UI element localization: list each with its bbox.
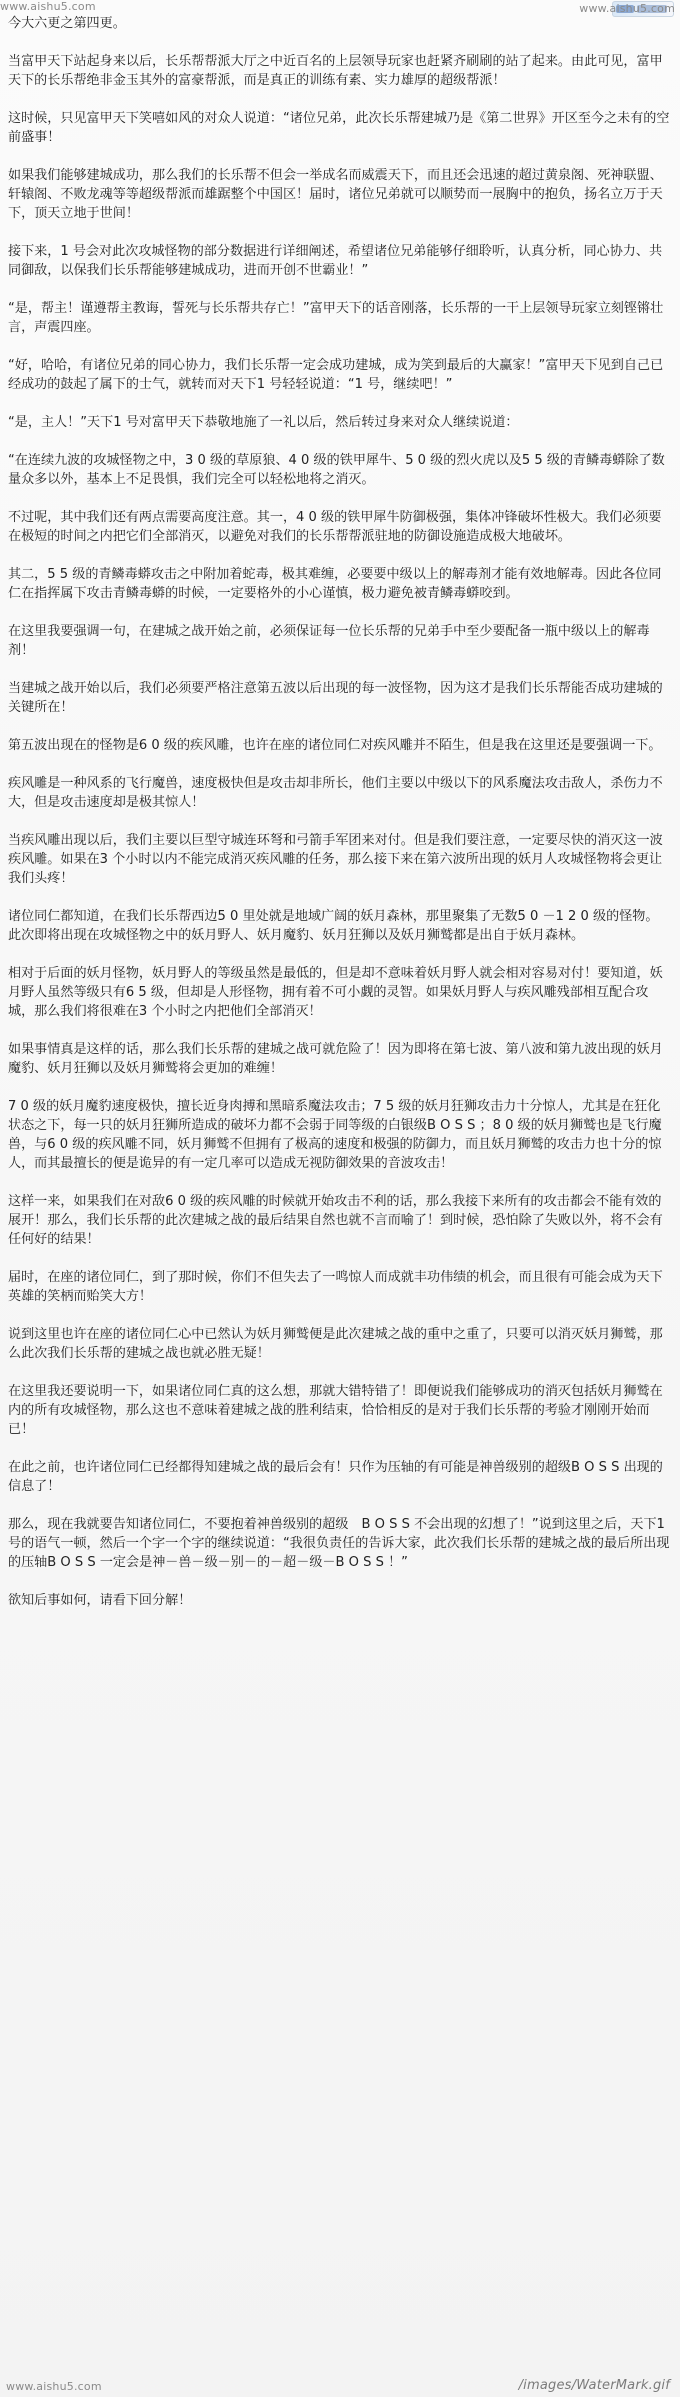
paragraph: 当建城之战开始以后，我们必须要严格注意第五波以后出现的每一波怪物，因为这才是我们长乐帮能否成功建城的关键所在！ — [8, 681, 663, 715]
paragraph: 在这里我要强调一句，在建城之战开始之前，必须保证每一位长乐帮的兄弟手中至少要配备一瓶中级以上的解毒剂！ — [8, 624, 650, 658]
paragraph: 说到这里也许在座的诸位同仁心中已然认为妖月狮鹫便是此次建城之战的重中之重了，只要可以消灭妖月狮鹫，那么此次我们长乐帮的建城之战也就必胜无疑！ — [8, 1327, 663, 1361]
paragraph: 相对于后面的妖月怪物，妖月野人的等级虽然是最低的，但是却不意味着妖月野人就会相对容易对付！要知道，妖月野人虽然等级只有6 5 级，但却是人形怪物，拥有着不可小觑的灵智。如果妖月野人与疾风雕残部相互配合攻城，那么我们将很难在3 个小时之内把他们全部消灭！ — [8, 966, 663, 1019]
paragraph: 在这里我还要说明一下，如果诸位同仁真的这么想，那就大错特错了！即便说我们能够成功的消灭包括妖月狮鹫在内的所有攻城怪物，那么这也不意味着建城之战的胜利结束，恰恰相反的是对于我们长乐帮的考验才刚刚开始而已！ — [8, 1384, 663, 1437]
paragraph: 第五波出现在的怪物是6 0 级的疾风雕，也许在座的诸位同仁对疾风雕并不陌生，但是我在这里还是要强调一下。 — [8, 738, 662, 753]
paragraph: 那么，现在我就要告知诸位同仁，不要抱着神兽级别的超级 B O S S 不会出现的幻想了！”说到这里之后，天下1 号的语气一顿，然后一个字一个字的继续说道：“我很负责任的告诉大家，此次我们长乐帮的建城之战的最后所出现的压轴B O S S 一定会是神－兽－级－别－的－超－级－B O S S ！” — [8, 1517, 670, 1570]
paragraph: 7 0 级的妖月魔豹速度极快，擅长近身肉搏和黑暗系魔法攻击；7 5 级的妖月狂狮攻击力十分惊人，尤其是在狂化状态之下，每一只的妖月狂狮所造成的破坏力都不会弱于同等级的白银级B O S S ；8 0 级的妖月狮鹫也是飞行魔兽，与6 0 级的疾风雕不同，妖月狮鹫不但拥有了极高的速度和极强的防御力，而且妖月狮鹫的攻击力也十分的惊人，而其最擅长的便是诡异的有一定几率可以造成无视防御效果的音波攻击！ — [8, 1099, 662, 1171]
paragraph: 如果事情真是这样的话，那么我们长乐帮的建城之战可就危险了！因为即将在第七波、第八波和第九波出现的妖月魔豹、妖月狂狮以及妖月狮鹫将会更加的难缠！ — [8, 1042, 663, 1076]
paragraph: 其二，5 5 级的青鳞毒蟒攻击之中附加着蛇毒，极其难缠，必要要中级以上的解毒剂才能有效地解毒。因此各位同仁在指挥属下攻击青鳞毒蟒的时候，一定要格外的小心谨慎，极力避免被青鳞毒蟒咬到。 — [8, 567, 662, 601]
paragraph: 不过呢，其中我们还有两点需要高度注意。其一，4 0 级的铁甲犀牛防御极强，集体冲锋破坏性极大。我们必须要在极短的时间之内把它们全部消灭，以避免对我们的长乐帮帮派驻地的防御设施造成极大地破坏。 — [8, 510, 662, 544]
chapter-title: 今大六更之第四更。 — [8, 16, 126, 31]
paragraph: “是，主人！”天下1 号对富甲天下恭敬地施了一礼以后，然后转过身来对众人继续说道： — [8, 415, 519, 430]
paragraph: 接下来，1 号会对此次攻城怪物的部分数据进行详细阐述，希望诸位兄弟能够仔细聆听，认真分析，同心协力、共同御敌，以保我们长乐帮能够建城成功，进而开创不世霸业！” — [8, 244, 663, 278]
paragraph: 当疾风雕出现以后，我们主要以巨型守城连环弩和弓箭手军团来对付。但是我们要注意，一定要尽快的消灭这一波疾风雕。如果在3 个小时以内不能完成消灭疾风雕的任务，那么接下来在第六波所出现的妖月人攻城怪物将会更让我们头疼！ — [8, 833, 663, 886]
paragraph: “好，哈哈，有诸位兄弟的同心协力，我们长乐帮一定会成功建城，成为笑到最后的大赢家！”富甲天下见到自己已经成功的鼓起了属下的士气，就转而对天下1 号轻轻说道：“1 号，继续吧！” — [8, 358, 664, 392]
site-url-bottom-left: www.aishu5.com — [6, 2380, 102, 2393]
paragraph: “在连续九波的攻城怪物之中，3 0 级的草原狼、4 0 级的铁甲犀牛、5 0 级的烈火虎以及5 5 级的青鳞毒蟒除了数量众多以外，基本上不足畏惧，我们完全可以轻松地将之消灭。 — [8, 453, 665, 487]
site-url-top-right: www.aishu5.com — [579, 2, 675, 15]
paragraph: “是，帮主！谨遵帮主教诲，誓死与长乐帮共存亡！”富甲天下的话音刚落，长乐帮的一干上层领导玩家立刻铿锵壮言，声震四座。 — [8, 301, 664, 335]
paragraph: 诸位同仁都知道，在我们长乐帮西边5 0 里处就是地域广阔的妖月森林，那里聚集了无数5 0 －1 2 0 级的怪物。此次即将出现在攻城怪物之中的妖月野人、妖月魔豹、妖月狂狮以及妖月狮鹫都是出自于妖月森林。 — [8, 909, 659, 943]
paragraph: 这时候，只见富甲天下笑嘻如风的对众人说道：“诸位兄弟，此次长乐帮建城乃是《第二世界》开区至今之未有的空前盛事！ — [8, 111, 670, 145]
paragraph: 届时，在座的诸位同仁，到了那时候，你们不但失去了一鸣惊人而成就丰功伟绩的机会，而且很有可能会成为天下英雄的笑柄而贻笑大方！ — [8, 1270, 663, 1304]
paragraph: 如果我们能够建城成功，那么我们的长乐帮不但会一举成名而威震天下，而且还会迅速的超过黄泉阁、死神联盟、轩辕阁、不败龙魂等等超级帮派而雄踞整个中国区！届时，诸位兄弟就可以顺势而一展胸中的抱负，扬名立万于天下，顶天立地于世间！ — [8, 168, 663, 221]
chapter-content — [8, 14, 670, 1629]
paragraph: 欲知后事如何，请看下回分解！ — [8, 1593, 192, 1608]
watermark-path: /images/WaterMark.gif — [518, 2378, 670, 2393]
paragraph: 这样一来，如果我们在对敌6 0 级的疾风雕的时候就开始攻击不利的话，那么我接下来所有的攻击都会不能有效的展开！那么，我们长乐帮的此次建城之战的最后结果自然也就不言而喻了！到时候，恐怕除了失败以外，将不会有任何好的结果！ — [8, 1194, 663, 1247]
paragraph: 在此之前，也许诸位同仁已经都得知建城之战的最后会有！只作为压轴的有可能是神兽级别的超级B O S S 出现的信息了！ — [8, 1460, 663, 1494]
paragraph: 当富甲天下站起身来以后，长乐帮帮派大厅之中近百名的上层领导玩家也赶紧齐刷刷的站了起来。由此可见，富甲天下的长乐帮绝非金玉其外的富豪帮派，而是真正的训练有素、实力雄厚的超级帮派！ — [8, 54, 663, 88]
paragraph: 疾风雕是一种风系的飞行魔兽，速度极快但是攻击却非所长，他们主要以中级以下的风系魔法攻击敌人，杀伤力不大，但是攻击速度却是极其惊人！ — [8, 776, 663, 810]
site-url-top-left: www.aishu5.com — [0, 0, 96, 13]
